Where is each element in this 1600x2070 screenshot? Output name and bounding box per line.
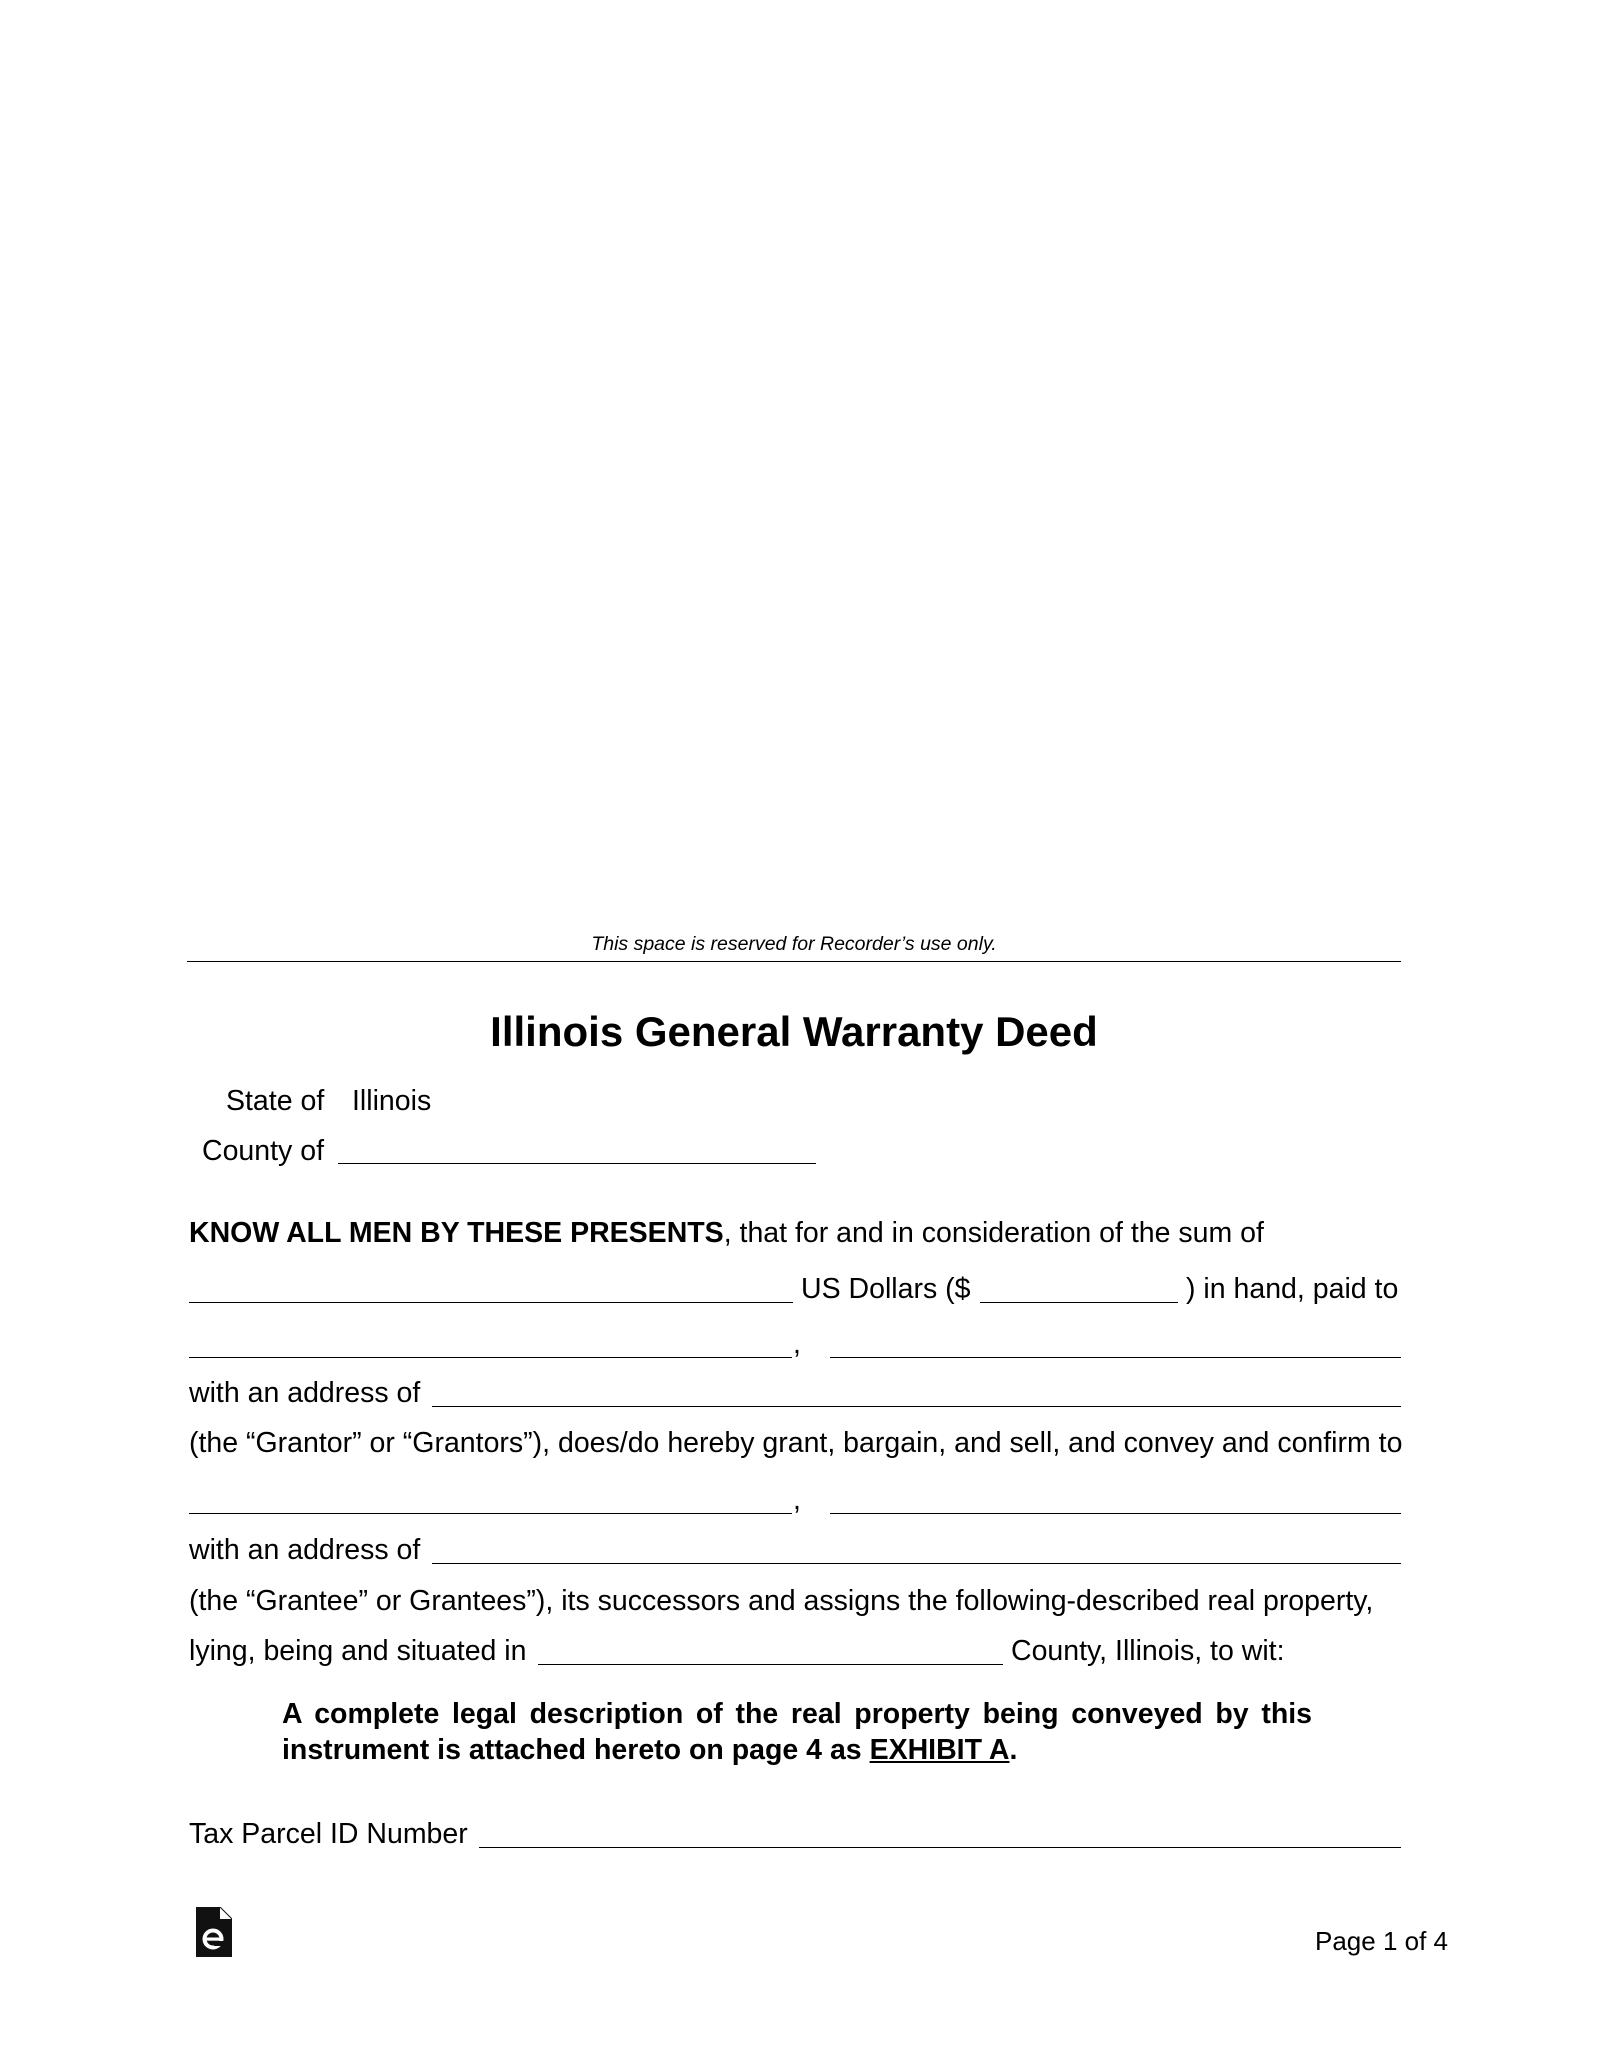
- exhibit-paragraph: [282, 1696, 1312, 1768]
- grantor-clause: (the “Grantor” or “Grantors”), does/do hereby grant, bargain, and sell, and convey and confirm to: [189, 1427, 1403, 1459]
- grantor-name-field-2[interactable]: [830, 1357, 1401, 1358]
- tax-parcel-field[interactable]: [479, 1847, 1401, 1848]
- grantor-address-field[interactable]: [432, 1406, 1401, 1407]
- state-value: Illinois: [352, 1085, 432, 1117]
- property-county-field[interactable]: [538, 1664, 1003, 1665]
- grantee-clause: (the “Grantee” or Grantees”), its successors and assigns the following-described real property,: [189, 1585, 1374, 1617]
- grantee-name-field-2[interactable]: [830, 1513, 1401, 1514]
- grantor-address-label: with an address of: [189, 1377, 421, 1409]
- situated-suffix: County, Illinois, to wit:: [1011, 1635, 1285, 1667]
- grantee-address-label: with an address of: [189, 1534, 421, 1566]
- us-dollars-label: US Dollars ($: [801, 1273, 971, 1305]
- grantee-name-field[interactable]: [189, 1513, 792, 1514]
- recorder-divider: [187, 961, 1401, 962]
- paid-to-label: ) in hand, paid to: [1186, 1273, 1399, 1305]
- grantee-address-field[interactable]: [432, 1563, 1401, 1564]
- recorder-note: This space is reserved for Recorder’s use only.: [591, 933, 997, 955]
- tax-parcel-label: Tax Parcel ID Number: [189, 1818, 468, 1850]
- document-title: Illinois General Warranty Deed: [490, 1008, 1098, 1055]
- page-number: Page 1 of 4: [1315, 1926, 1448, 1956]
- county-field[interactable]: [338, 1163, 816, 1164]
- know-all-men-heading: KNOW ALL MEN BY THESE PRESENTS: [189, 1217, 724, 1249]
- grantee-comma: ,: [793, 1484, 801, 1516]
- amount-words-field[interactable]: [189, 1302, 793, 1303]
- exhibit-text: A complete legal description of the real property being conveyed by this instrument is attached hereto on page 4 as: [282, 1698, 1312, 1766]
- exhibit-end: .: [1009, 1734, 1018, 1766]
- consideration-lead: [189, 1216, 1264, 1250]
- consideration-lead-rest: , that for and in consideration of the sum of: [723, 1217, 1264, 1249]
- state-label: State of: [226, 1085, 325, 1117]
- grantor-name-field[interactable]: [189, 1357, 792, 1358]
- situated-label: lying, being and situated in: [189, 1635, 527, 1667]
- etemplates-logo-icon: [196, 1907, 232, 1957]
- grantor-comma: ,: [793, 1328, 801, 1360]
- amount-number-field[interactable]: [980, 1302, 1178, 1303]
- county-label: County of: [202, 1135, 324, 1167]
- exhibit-a-reference: EXHIBIT A: [869, 1734, 1010, 1766]
